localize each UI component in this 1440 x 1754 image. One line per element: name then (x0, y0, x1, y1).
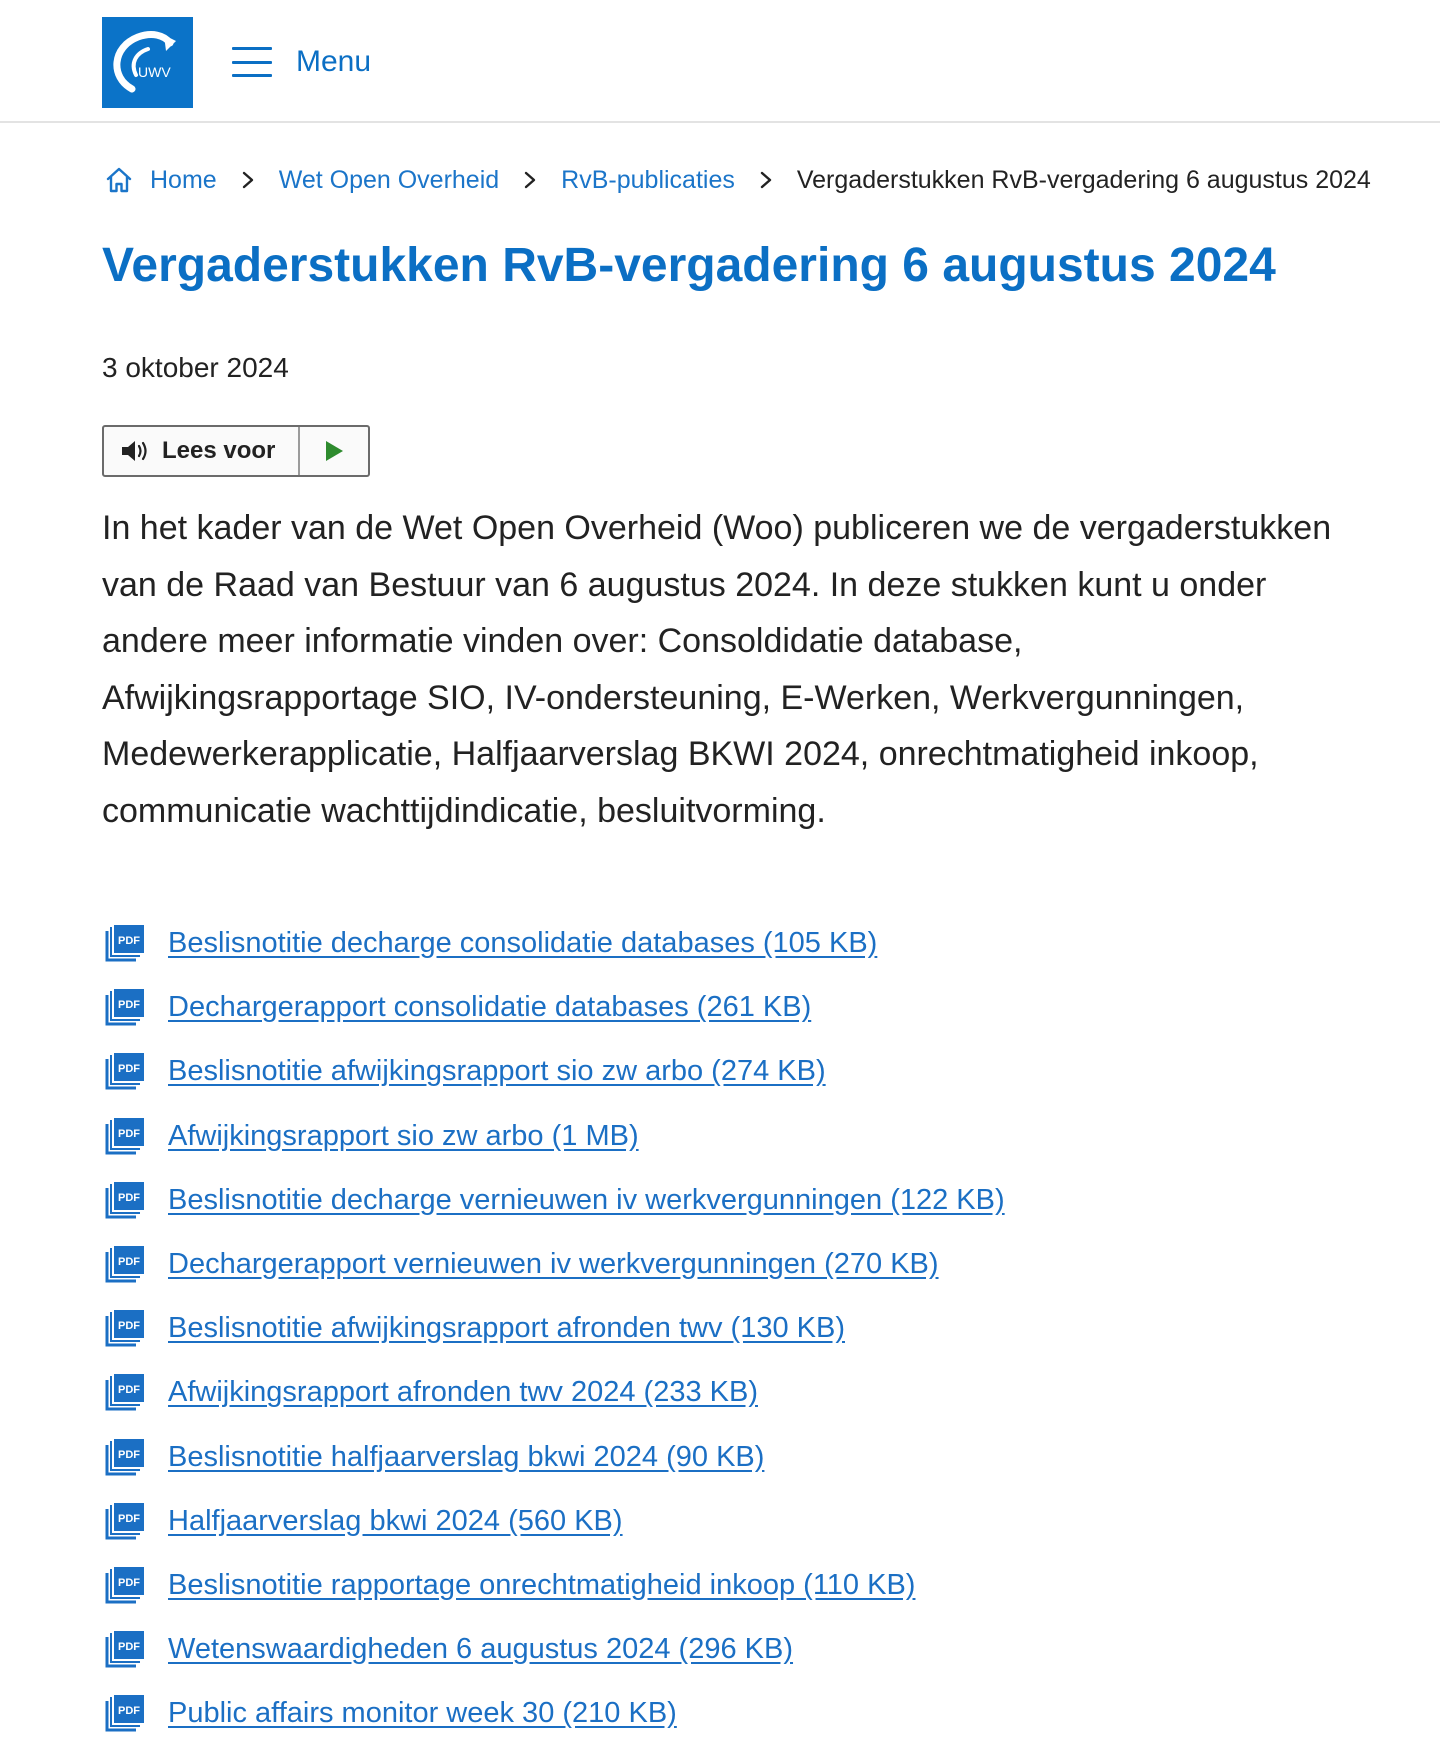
document-link[interactable]: Halfjaarverslag bkwi 2024 (560 KB) (168, 1504, 623, 1537)
document-list-item (104, 1693, 1005, 1754)
breadcrumb-wet-open-overheid[interactable]: Wet Open Overheid (278, 165, 500, 194)
read-aloud-widget (102, 425, 370, 477)
svg-text:PDF: PDF (118, 1384, 140, 1397)
document-list-item (104, 923, 1005, 987)
breadcrumb-home[interactable]: Home (150, 165, 217, 194)
play-button[interactable] (300, 427, 368, 475)
document-link[interactable]: Beslisnotitie decharge consolidatie databases (105 KB) (168, 927, 878, 959)
document-list-item (104, 1565, 1005, 1629)
chevron-right-icon (523, 170, 537, 190)
document-link[interactable]: Beslisnotitie rapportage onrechtmatigheid inkoop (110 KB) (168, 1568, 916, 1601)
pdf-icon (104, 1116, 146, 1156)
document-link[interactable]: Public affairs monitor week 30 (210 KB) (168, 1697, 677, 1730)
pdf-icon (104, 1308, 146, 1348)
document-list-item (104, 1180, 1005, 1244)
svg-text:PDF: PDF (118, 1127, 140, 1140)
document-link[interactable]: Dechargerapport vernieuwen iv werkvergunningen (270 KB) (168, 1247, 939, 1280)
document-list-item (104, 1116, 1005, 1180)
read-aloud-button[interactable] (104, 427, 300, 475)
uwv-logo-icon (102, 17, 193, 108)
intro-paragraph: In het kader van de Wet Open Overheid (Woo) publiceren we de vergaderstukken van de Raad van Bestuur van 6 augustus 2024. In deze stukken kunt u onder andere meer informatie vinden over: Consoldidatie database, Afwijkingsrapportage SIO, IV-ondersteuning, E-Werken, Werkvergunningen, Medewerkerapplicatie, Halfjaarverslag BKWI 2024, onrechtmatigheid inkoop, communicatie wachttijdindicatie, besluitvorming. (102, 509, 1332, 830)
document-link[interactable]: Dechargerapport consolidatie databases (261 KB) (168, 991, 812, 1024)
pdf-icon (104, 1565, 146, 1605)
breadcrumb-rvb-publicaties[interactable]: RvB-publicaties (561, 165, 735, 194)
svg-text:PDF: PDF (118, 1705, 140, 1718)
document-link[interactable]: Beslisnotitie decharge vernieuwen iv werkvergunningen (122 KB) (168, 1183, 1005, 1216)
svg-text:PDF: PDF (118, 1255, 140, 1268)
site-header (0, 0, 1440, 123)
pdf-icon (104, 1501, 146, 1541)
pdf-icon (104, 1244, 146, 1284)
document-list-item (104, 1244, 1005, 1308)
breadcrumb-current: Vergaderstukken RvB-vergadering 6 augustus 2024 (796, 165, 1371, 194)
publication-date: 3 oktober 2024 (102, 352, 289, 383)
pdf-icon (104, 1051, 146, 1091)
chevron-right-icon (759, 170, 773, 190)
document-list-item (104, 1437, 1005, 1501)
document-link[interactable]: Wetenswaardigheden 6 augustus 2024 (296 KB) (168, 1633, 794, 1666)
home-icon[interactable] (104, 165, 134, 195)
pdf-icon (104, 1372, 146, 1412)
document-link[interactable]: Beslisnotitie halfjaarverslag bkwi 2024 (90 KB) (168, 1440, 765, 1473)
document-list-item (104, 1308, 1005, 1372)
document-list-item (104, 987, 1005, 1051)
pdf-icon (104, 1437, 146, 1477)
read-aloud-label: Lees voor (162, 437, 276, 464)
pdf-icon (104, 987, 146, 1027)
pdf-icon (104, 923, 146, 963)
document-list (104, 923, 1005, 1754)
svg-text:PDF: PDF (118, 1576, 140, 1589)
chevron-right-icon (241, 170, 255, 190)
svg-text:PDF: PDF (118, 1641, 140, 1654)
menu-label: Menu (296, 45, 372, 78)
svg-text:PDF: PDF (118, 999, 140, 1012)
svg-text:PDF: PDF (118, 1320, 140, 1333)
hamburger-icon (232, 47, 272, 77)
svg-text:PDF: PDF (118, 1512, 140, 1525)
breadcrumb (104, 160, 1371, 200)
document-link[interactable]: Beslisnotitie afwijkingsrapport sio zw arbo (274 KB) (168, 1055, 826, 1088)
pdf-icon (104, 1629, 146, 1669)
document-list-item (104, 1501, 1005, 1565)
document-list-item (104, 1629, 1005, 1693)
document-list-item (104, 1372, 1005, 1436)
svg-text:PDF: PDF (118, 1448, 140, 1461)
page-title: Vergaderstukken RvB-vergadering 6 augustus 2024 (102, 239, 1276, 292)
svg-text:UWV: UWV (138, 64, 171, 80)
document-link[interactable]: Afwijkingsrapport sio zw arbo (1 MB) (168, 1119, 639, 1152)
menu-button[interactable] (232, 42, 371, 82)
document-list-item (104, 1051, 1005, 1115)
uwv-logo[interactable] (102, 17, 193, 108)
play-icon (323, 439, 345, 463)
pdf-icon (104, 1180, 146, 1220)
svg-text:PDF: PDF (118, 1191, 140, 1204)
document-link[interactable]: Afwijkingsrapport afronden twv 2024 (233 KB) (168, 1376, 758, 1409)
pdf-icon (104, 1693, 146, 1733)
speaker-icon (120, 437, 154, 465)
svg-text:PDF: PDF (118, 935, 140, 947)
document-link[interactable]: Beslisnotitie afwijkingsrapport afronden twv (130 KB) (168, 1312, 845, 1345)
svg-text:PDF: PDF (118, 1063, 140, 1076)
